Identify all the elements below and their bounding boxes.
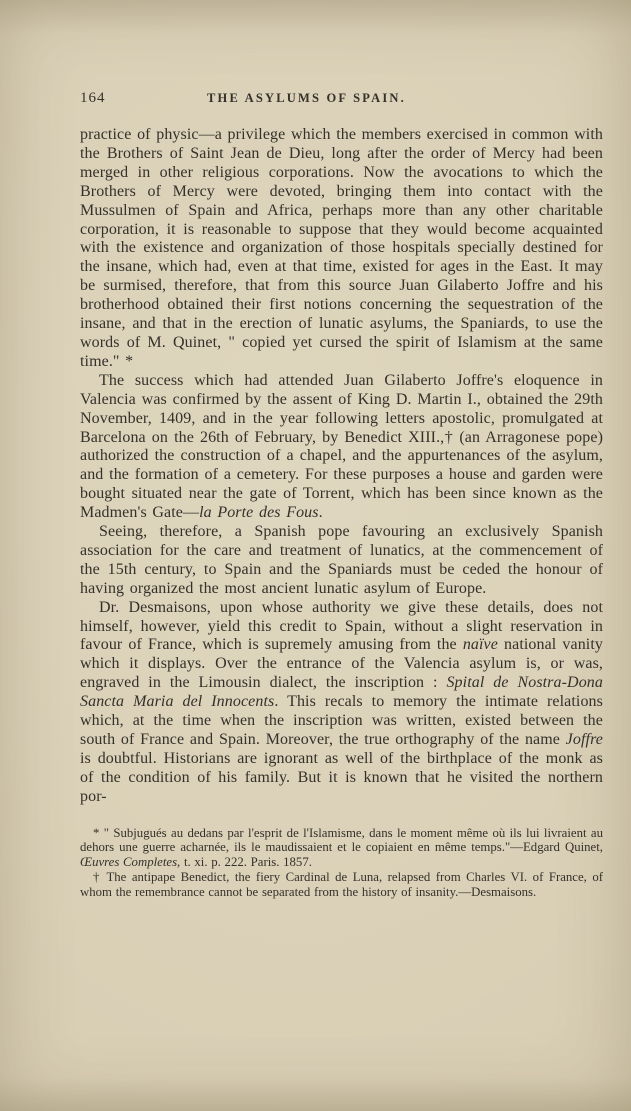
- running-title: THE ASYLUMS OF SPAIN.: [206, 91, 406, 105]
- paragraph-2-text: The success which had attended Juan Gilaberto Joffre's eloquence in Valencia was confirmed by the assent of King D. Martin I., obtained the 29th November, 1409, and in the year following letters apostolic, promulgated at Barcelona on the 26th of February, by Benedict XIII.,† (an Arragonese pope) authorized the construction of a chapel, and the appurtenances of the asylum, and the formation of a cemetery. For these purposes a house and garden were bought situated near the gate of Torrent, which has been since known as the Madmen's Gate—: [80, 371, 603, 522]
- paragraph-1: [80, 126, 603, 372]
- paragraph-4-text-b: national vanity which it displays. Over the entrance of the Valencia asylum is, or was, engraved in the Limousin dialect, the inscription :: [80, 636, 603, 692]
- paragraph-2: [80, 372, 603, 523]
- italic-naive: naïve: [462, 636, 498, 654]
- paragraph-4-text-d: is doubtful. Historians are ignorant as well of the birthplace of the monk as of the condition of his family. But it is known that he visited the northern por-: [80, 749, 603, 805]
- footnote-1-text-a: * " Subjugués au dedans par l'esprit de l'Islamisme, dans le moment même où ils lui livraient au dehors une guerre acharnée, ils le maudissaient et le copiaient en même temps."—Edgard Quinet,: [80, 825, 603, 855]
- footnote-1-text-b: , t. xi. p. 222. Paris. 1857.: [177, 855, 312, 870]
- text-block: [80, 88, 603, 900]
- italic-inscription: Spital de Nostra-Dona Sancta Maria del Innocents: [80, 674, 603, 711]
- paragraph-1-text: practice of physic—a privilege which the members exercised in common with the Brothers of Saint Jean de Dieu, long after the order of Mercy had been merged in other religious corporations. Now the avocations to which the Brothers of Mercy were devoted, bringing them into contact with the Mussulmen of Spain and Africa, perhaps more than any other charitable corporation, it is reasonable to suppose that they would become acquainted with the existence and organization of those hospitals specially destined for the insane, which had, even at that time, existed for ages in the East. It may be surmised, therefore, that from this source Juan Gilaberto Joffre and his brotherhood obtained their first notions concerning the sequestration of the insane, and that in the erection of lunatic asylums, the Spaniards, to use the words of M. Quinet, " copied yet cursed the spirit of Islamism at the same time." *: [80, 126, 603, 370]
- paragraph-4-text-a: Dr. Desmaisons, upon whose authority we give these details, does not himself, however, yield this credit to Spain, without a slight reservation in favour of France, which is supremely amusing from the: [80, 598, 603, 654]
- paragraph-3: [80, 523, 603, 599]
- paragraph-4: [80, 599, 603, 807]
- paragraph-3-text: Seeing, therefore, a Spanish pope favouring an exclusively Spanish association for the care and treatment of lunatics, at the commencement of the 15th century, to Spain and the Spaniards must be ceded the honour of having organized the most ancient lunatic asylum of Europe.: [80, 523, 603, 597]
- footnotes: [80, 826, 603, 900]
- paragraph-4-text-c: . This recals to memory the intimate relations which, at the time when the inscription was written, existed between the south of France and Spain. Moreover, the true orthography of the name: [80, 693, 603, 748]
- page-number: 164: [80, 90, 106, 106]
- paragraph-2-end: .: [318, 504, 323, 522]
- footnote-1: [80, 826, 603, 870]
- italic-joffre: Joffre: [565, 731, 603, 748]
- italic-la-porte-des-fous: la Porte des Fous: [199, 504, 319, 522]
- italic-oeuvres-completes: Œuvres Completes: [80, 855, 178, 870]
- page-body: [80, 126, 603, 807]
- footnote-2: [80, 870, 603, 900]
- page-header: [80, 88, 603, 110]
- footnote-2-text: † The antipape Benedict, the fiery Cardinal de Luna, relapsed from Charles VI. of France, of whom the remembrance cannot be separated from the history of insanity.—Desmaisons.: [80, 870, 603, 899]
